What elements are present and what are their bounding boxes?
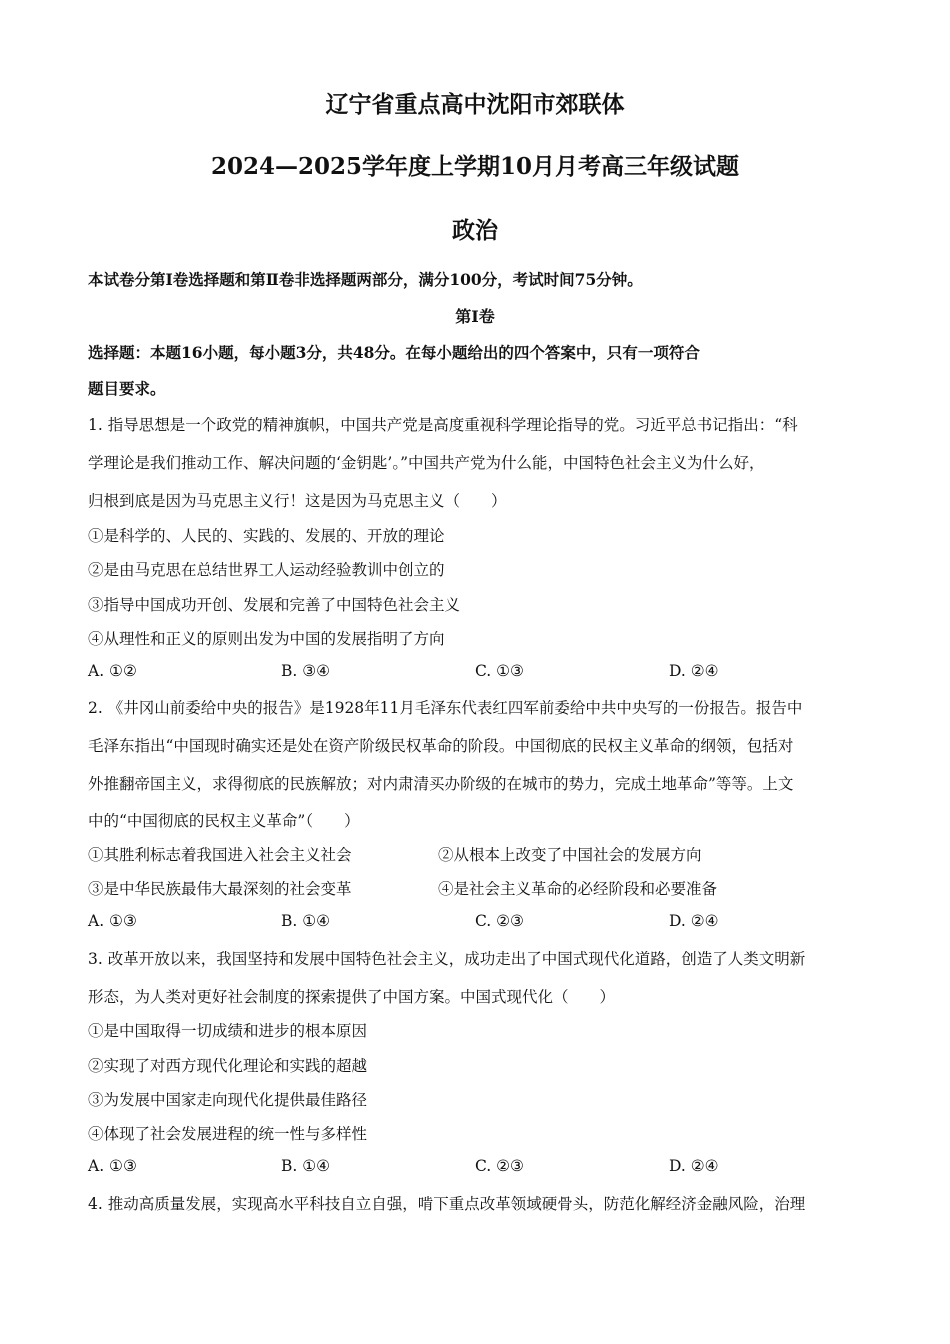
q2-stem-3: 外推翻帝国主义，求得彻底的民族解放；对内肃清买办阶级的在城市的势力，完成土地革命”等等。上文 bbox=[88, 775, 794, 793]
q2-option-a: A. ①③ bbox=[88, 912, 137, 930]
q2-statement-4: ④是社会主义革命的必经阶段和必要准备 bbox=[438, 880, 718, 898]
q2-option-c: C. ②③ bbox=[475, 912, 524, 930]
instructions-line-2: 题目要求。 bbox=[88, 379, 166, 398]
q3-statement-1: ①是中国取得一切成绩和进步的根本原因 bbox=[88, 1022, 368, 1040]
q3-option-a: A. ①③ bbox=[88, 1157, 137, 1175]
exam-intro: 本试卷分第Ⅰ卷选择题和第Ⅱ卷非选择题两部分，满分100分，考试时间75分钟。 bbox=[88, 270, 643, 289]
q2-option-b: B. ①④ bbox=[281, 912, 331, 930]
q2-option-d: D. ②④ bbox=[669, 912, 719, 930]
q3-option-b: B. ①④ bbox=[281, 1157, 331, 1175]
exam-subtitle: 2024—2025学年度上学期10月月考高三年级试题 bbox=[210, 153, 740, 180]
q2-statement-2: ②从根本上改变了中国社会的发展方向 bbox=[438, 846, 702, 864]
q1-option-a: A. ①② bbox=[88, 662, 137, 680]
q1-option-d: D. ②④ bbox=[669, 662, 719, 680]
q3-stem-2: 形态，为人类对更好社会制度的探索提供了中国方案。中国式现代化（ ） bbox=[88, 988, 616, 1006]
q4-stem-1: 4. 推动高质量发展，实现高水平科技自立自强，啃下重点改革领域硬骨头，防范化解经济金融风险，治理 bbox=[88, 1195, 806, 1213]
q1-stem-3: 归根到底是因为马克思主义行！这是因为马克思主义（ ） bbox=[88, 492, 507, 510]
q2-stem-1: 2. 《井冈山前委给中央的报告》是1928年11月毛泽东代表红四军前委给中共中央写的一份报告。报告中 bbox=[88, 699, 803, 717]
q2-stem-2: 毛泽东指出“中国现时确实还是处在资产阶级民权革命的阶段。中国彻底的民权主义革命的纲领，包括对 bbox=[88, 737, 794, 755]
q2-stem-4: 中的“中国彻底的民权主义革命”（ ） bbox=[88, 812, 360, 830]
q3-statement-3: ③为发展中国家走向现代化提供最佳路径 bbox=[88, 1091, 368, 1109]
q2-statement-3: ③是中华民族最伟大最深刻的社会变革 bbox=[88, 880, 352, 898]
q3-statement-4: ④体现了社会发展进程的统一性与多样性 bbox=[88, 1125, 368, 1143]
instructions-line-1: 选择题：本题16小题，每小题3分，共48分。在每小题给出的四个答案中，只有一项符合 bbox=[88, 343, 700, 362]
q1-statement-1: ①是科学的、人民的、实践的、发展的、开放的理论 bbox=[88, 527, 445, 545]
q1-statement-3: ③指导中国成功开创、发展和完善了中国特色社会主义 bbox=[88, 596, 461, 614]
q1-statement-2: ②是由马克思在总结世界工人运动经验教训中创立的 bbox=[88, 561, 445, 579]
exam-title: 辽宁省重点高中沈阳市郊联体 bbox=[325, 91, 625, 118]
q1-option-b: B. ③④ bbox=[281, 662, 331, 680]
q1-stem-2: 学理论是我们推动工作、解决问题的‘金钥匙’。”中国共产党为什么能，中国特色社会主义为什么好， bbox=[88, 454, 765, 472]
q3-statement-2: ②实现了对西方现代化理论和实践的超越 bbox=[88, 1057, 368, 1075]
q1-option-c: C. ①③ bbox=[475, 662, 524, 680]
q3-stem-1: 3. 改革开放以来，我国坚持和发展中国特色社会主义，成功走出了中国式现代化道路，创造了人类文明新 bbox=[88, 950, 806, 968]
q1-stem-1: 1. 指导思想是一个政党的精神旗帜，中国共产党是高度重视科学理论指导的党。习近平总书记指出：“科 bbox=[88, 416, 798, 434]
q1-statement-4: ④从理性和正义的原则出发为中国的发展指明了方向 bbox=[88, 630, 445, 648]
q3-option-d: D. ②④ bbox=[669, 1157, 719, 1175]
q2-statement-1: ①其胜利标志着我国进入社会主义社会 bbox=[88, 846, 352, 864]
q3-option-c: C. ②③ bbox=[475, 1157, 524, 1175]
exam-subject: 政治 bbox=[452, 217, 498, 244]
section-title: 第Ⅰ卷 bbox=[455, 307, 495, 326]
